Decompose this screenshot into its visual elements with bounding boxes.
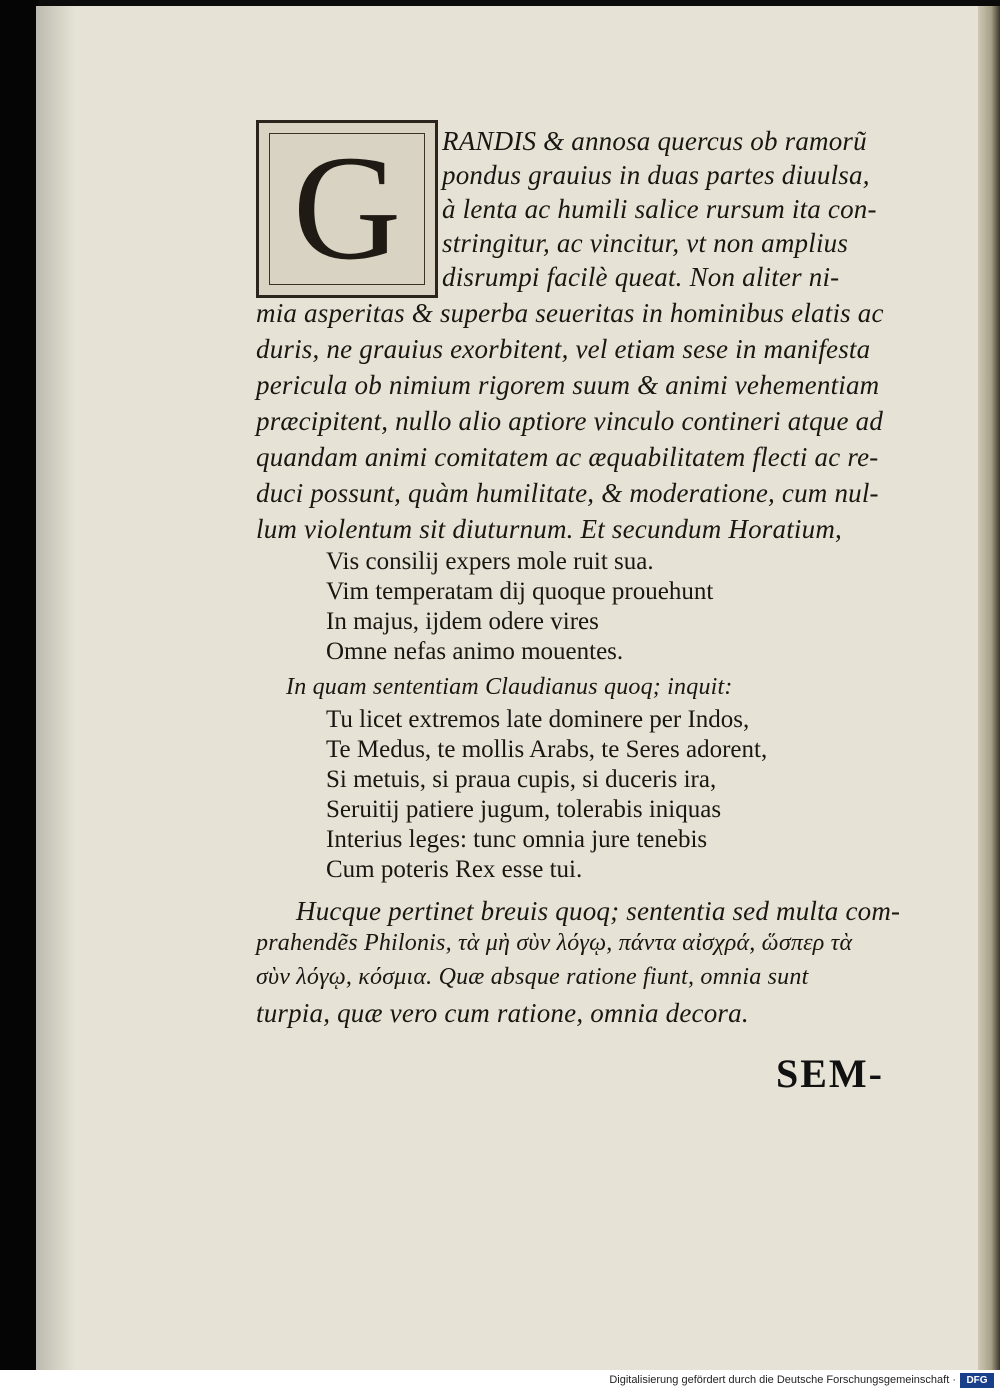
prose-line: præcipitent, nullo alio aptiore vinculo contineri atque ad <box>256 406 884 436</box>
prose-line: duris, ne grauius exorbitent, vel etiam sese in manifesta <box>256 334 871 364</box>
prose-line: lum violentum sit diuturnum. Et secundum Horatium, <box>256 514 842 544</box>
spine-shadow <box>36 6 76 1370</box>
funding-credit: Digitalisierung gefördert durch die Deutsche Forschungsgemeinschaft · <box>609 1374 956 1386</box>
verse-line: Omne nefas animo mouentes. <box>326 638 624 665</box>
verse-line: Interius leges: tunc omnia jure tenebis <box>326 826 708 853</box>
prose-line: duci possunt, quàm humilitate, & moderatione, cum nul- <box>256 478 879 508</box>
prose-line: Hucque pertinet breuis quoq; sententia sed multa com- <box>296 896 901 926</box>
verse-introduction: In quam sententiam Claudianus quoq; inquit: <box>286 674 733 700</box>
verse-line: Tu licet extremos late dominere per Indos, <box>326 706 750 733</box>
prose-line: quandam animi comitatem ac æquabilitatem flecti ac re- <box>256 442 879 472</box>
scan-frame-left <box>0 0 38 1370</box>
initial-letter: G <box>292 125 402 291</box>
prose-line: turpia, quæ vero cum ratione, omnia decora. <box>256 998 749 1028</box>
verse-line: Si metuis, si praua cupis, si duceris ira, <box>326 766 717 793</box>
prose-line: prahendẽs Philonis, τὰ μὴ σὺν λόγῳ, πάντα αἰσχρά, ὥσπερ τὰ <box>256 930 853 956</box>
catchword: SEM- <box>776 1051 884 1096</box>
verse-line: Cum poteris Rex esse tui. <box>326 856 583 883</box>
prose-line: pondus grauius in duas partes diuulsa, <box>442 160 870 190</box>
prose-line: à lenta ac humili salice rursum ita con- <box>442 194 877 224</box>
prose-line: pericula ob nimium rigorem suum & animi vehementiam <box>256 370 880 400</box>
prose-line: stringitur, ac vincitur, vt non amplius <box>442 228 849 258</box>
verse-line: In majus, ijdem odere vires <box>326 608 599 635</box>
prose-line: disrumpi facilè queat. Non aliter ni- <box>442 262 840 292</box>
prose-line: mia asperitas & superba seueritas in hominibus elatis ac <box>256 298 884 328</box>
prose-line: σὺν λόγῳ, κόσμια. Quæ absque ratione fiunt, omnia sunt <box>256 964 809 990</box>
page-edge <box>978 6 1000 1370</box>
verse-line: Seruitij patiere jugum, tolerabis iniquas <box>326 796 722 823</box>
dfg-logo: DFG <box>960 1373 994 1388</box>
decorated-initial <box>256 120 438 298</box>
verse-line: Vis consilij expers mole ruit sua. <box>326 548 654 575</box>
prose-line: RANDIS & annosa quercus ob ramorũ <box>442 126 867 156</box>
verse-line: Te Medus, te mollis Arabs, te Seres adorent, <box>326 736 768 763</box>
verse-line: Vim temperatam dij quoque prouehunt <box>326 578 714 605</box>
